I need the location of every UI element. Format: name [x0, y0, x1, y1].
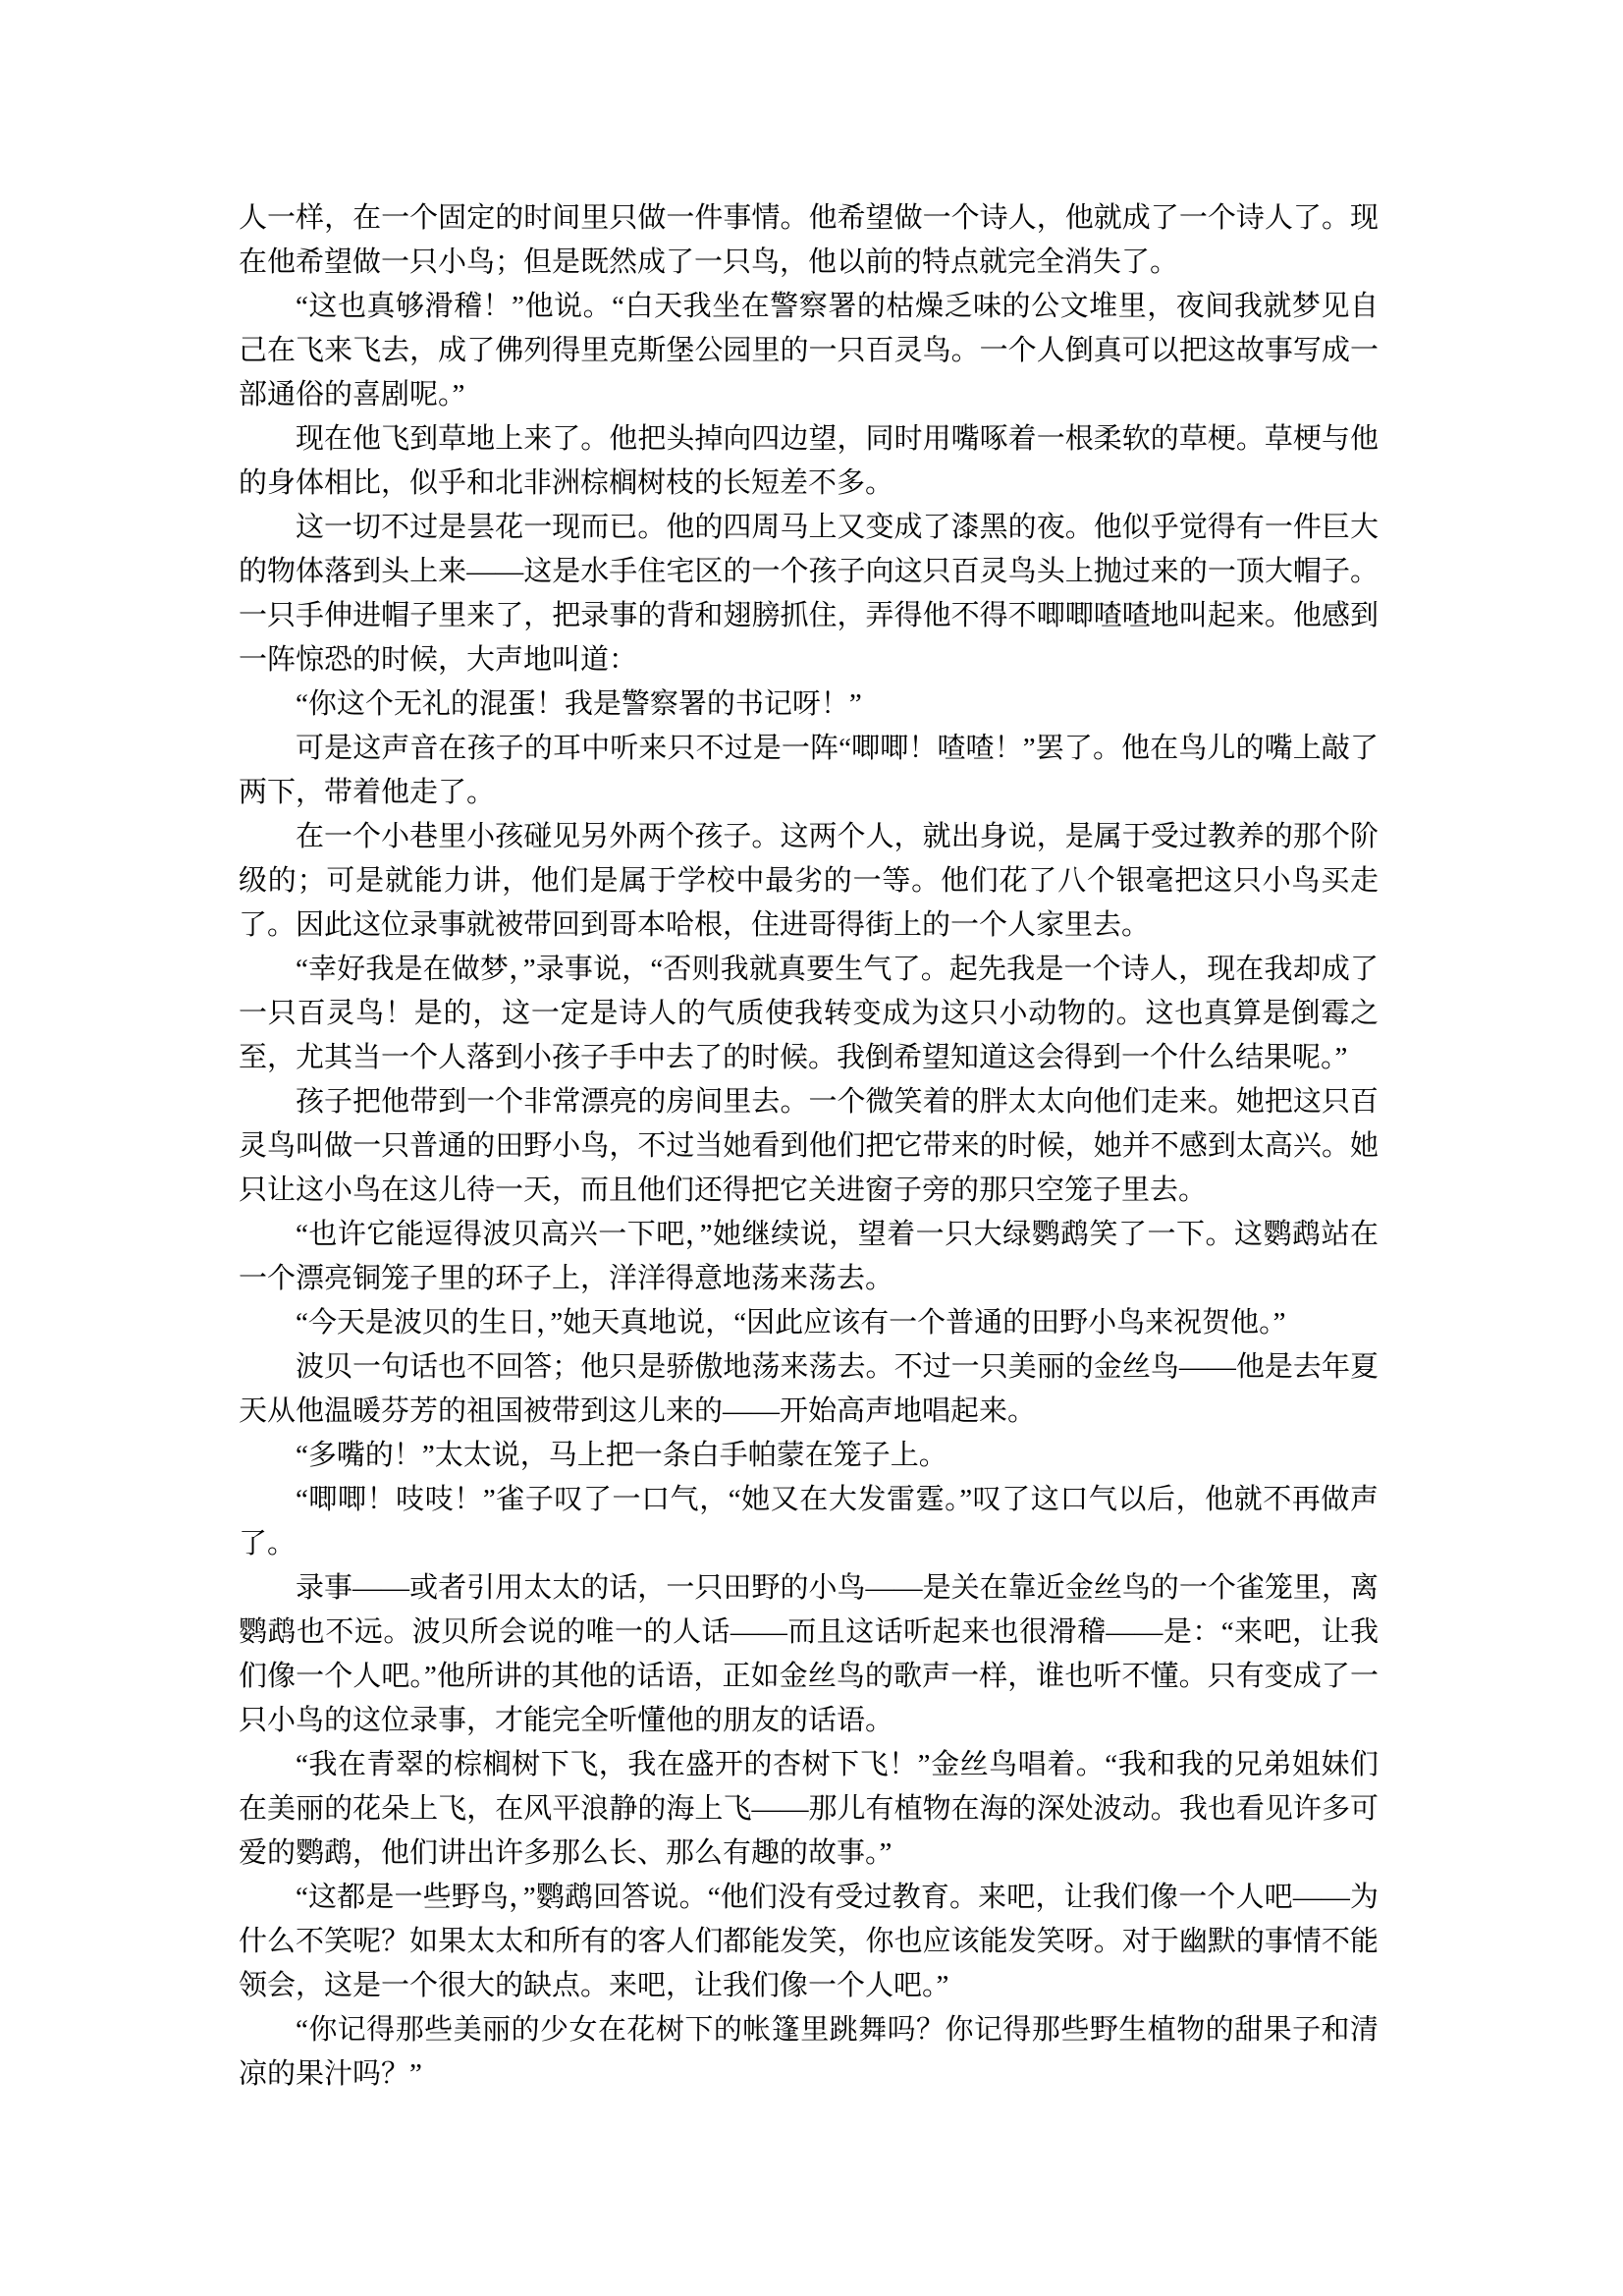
- paragraph: “今天是波贝的生日，”她天真地说，“因此应该有一个普通的田野小鸟来祝贺他。”: [296, 1307, 1286, 1339]
- paragraph: “你这个无礼的混蛋！我是警察署的书记呀！”: [296, 688, 862, 720]
- paragraph: “也许它能逗得波贝高兴一下吧，”她继续说，望着一只大绿鹦鹉笑了一下。这鹦鹉站在一个漂亮铜笼子里的环子上，洋洋得意地荡来荡去。: [239, 1219, 1379, 1294]
- paragraph: 现在他飞到草地上来了。他把头掉向四边望，同时用嘴啄着一根柔软的草梗。草梗与他的身体相比，似乎和北非洲棕榈树枝的长短差不多。: [239, 423, 1379, 499]
- paragraph: 孩子把他带到一个非常漂亮的房间里去。一个微笑着的胖太太向他们走来。她把这只百灵鸟叫做一只普通的田野小鸟，不过当她看到他们把它带来的时候，她并不感到太高兴。她只让这小鸟在这儿待一天，而且他们还得把它关进窗子旁的那只空笼子里去。: [239, 1086, 1379, 1206]
- paragraph: 波贝一句话也不回答；他只是骄傲地荡来荡去。不过一只美丽的金丝鸟——他是去年夏天从他温暖芬芳的祖国被带到这儿来的——开始高声地唱起来。: [239, 1351, 1379, 1427]
- paragraph: “你记得那些美丽的少女在花树下的帐篷里跳舞吗？你记得那些野生植物的甜果子和清凉的果汁吗？”: [239, 2014, 1379, 2090]
- paragraph: “唧唧！吱吱！”雀子叹了一口气，“她又在大发雷霆。”叹了这口气以后，他就不再做声了。: [239, 1484, 1379, 1559]
- paragraph: 录事——或者引用太太的话，一只田野的小鸟——是关在靠近金丝鸟的一个雀笼里，离鹦鹉也不远。波贝所会说的唯一的人话——而且这话听起来也很滑稽——是：“来吧，让我们像一个人吧。”他所讲的其他的话语，正如金丝鸟的歌声一样，谁也听不懂。只有变成了一只小鸟的这位录事，才能完全听懂他的朋友的话语。: [239, 1572, 1379, 1736]
- paragraph: 这一切不过是昙花一现而已。他的四周马上又变成了漆黑的夜。他似乎觉得有一件巨大的物体落到头上来——这是水手住宅区的一个孩子向这只百灵鸟头上抛过来的一顶大帽子。一只手伸进帽子里来了，把录事的背和翅膀抓住，弄得他不得不唧唧喳喳地叫起来。他感到一阵惊恐的时候，大声地叫道：: [239, 512, 1379, 676]
- paragraph: “幸好我是在做梦，”录事说，“否则我就真要生气了。起先我是一个诗人，现在我却成了一只百灵鸟！是的，这一定是诗人的气质使我转变成为这只小动物的。这也真算是倒霉之至，尤其当一个人落到小孩子手中去了的时候。我倒希望知道这会得到一个什么结果呢。”: [239, 954, 1379, 1073]
- paragraph: “我在青翠的棕榈树下飞，我在盛开的杏树下飞！”金丝鸟唱着。“我和我的兄弟姐妹们在美丽的花朵上飞，在风平浪静的海上飞——那儿有植物在海的深处波动。我也看见许多可爱的鹦鹉，他们讲出许多那么长、那么有趣的故事。”: [239, 1749, 1379, 1869]
- paragraph: “多嘴的！”太太说，马上把一条白手帕蒙在笼子上。: [296, 1440, 947, 1471]
- paragraph: “这都是一些野鸟，”鹦鹉回答说。“他们没有受过教育。来吧，让我们像一个人吧——为什么不笑呢？如果太太和所有的客人们都能发笑，你也应该能发笑呀。对于幽默的事情不能领会，这是一个很大的缺点。来吧，让我们像一个人吧。”: [239, 1882, 1379, 2001]
- paragraph: 人一样，在一个固定的时间里只做一件事情。他希望做一个诗人，他就成了一个诗人了。现在他希望做一只小鸟；但是既然成了一只鸟，他以前的特点就完全消失了。: [239, 202, 1379, 278]
- paragraph: 可是这声音在孩子的耳中听来只不过是一阵“唧唧！喳喳！”罢了。他在鸟儿的嘴上敲了两下，带着他走了。: [239, 733, 1379, 808]
- paragraph: “这也真够滑稽！”他说。“白天我坐在警察署的枯燥乏味的公文堆里，夜间我就梦见自己在飞来飞去，成了佛列得里克斯堡公园里的一只百灵鸟。一个人倒真可以把这故事写成一部通俗的喜剧呢。”: [239, 291, 1379, 410]
- text-block: [239, 196, 1379, 2097]
- paragraph: 在一个小巷里小孩碰见另外两个孩子。这两个人，就出身说，是属于受过教养的那个阶级的；可是就能力讲，他们是属于学校中最劣的一等。他们花了八个银毫把这只小鸟买走了。因此这位录事就被带回到哥本哈根，住进哥得街上的一个人家里去。: [239, 821, 1379, 941]
